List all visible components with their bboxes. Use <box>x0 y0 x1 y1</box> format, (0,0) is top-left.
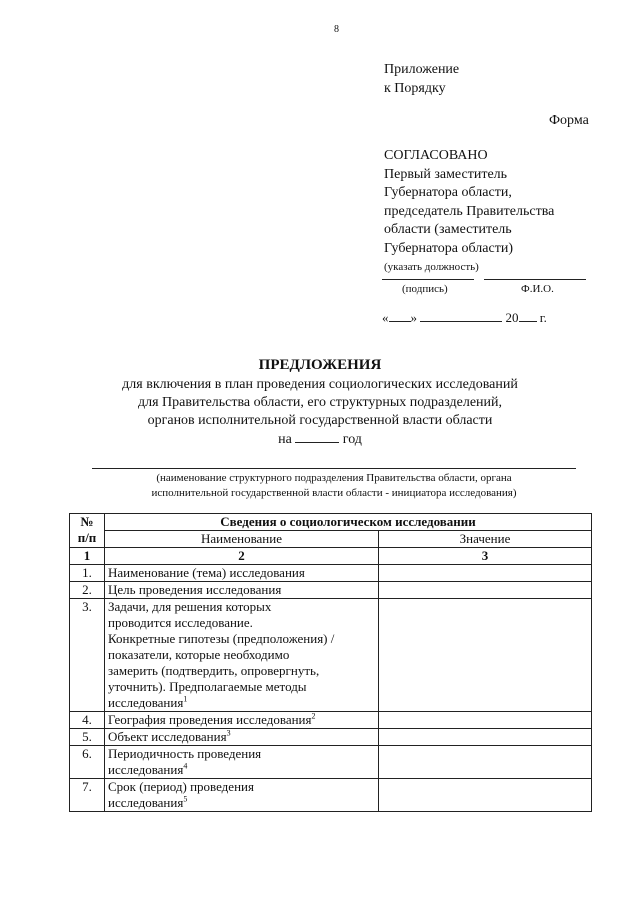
header-group: Сведения о социологическом исследовании <box>105 514 592 531</box>
approval-line: Губернатора области) <box>384 240 513 256</box>
header-number-pp: п/п <box>77 530 97 545</box>
header-number <box>70 514 105 548</box>
approval-line: области (заместитель <box>384 222 512 237</box>
initiator-blank-line <box>92 468 576 469</box>
row-name-line-wrap <box>108 729 375 745</box>
row-name <box>105 582 379 599</box>
approval-date <box>382 309 547 326</box>
name-line <box>484 279 586 280</box>
table-row <box>70 582 592 599</box>
header-number-sign: № <box>80 514 94 529</box>
table-row <box>70 746 592 779</box>
row-number: 3. <box>70 599 105 712</box>
approval-line: председатель Правительства <box>384 203 555 219</box>
row-value <box>379 599 592 712</box>
row-value <box>379 729 592 746</box>
row-value <box>379 746 592 779</box>
approval-line: Губернатора области, <box>384 185 512 200</box>
appendix-line-2: к Порядку <box>384 81 446 96</box>
quote-open: « <box>382 310 389 325</box>
month-blank <box>420 309 502 322</box>
table-row <box>70 565 592 582</box>
table-row <box>70 779 592 812</box>
table-row <box>70 729 592 746</box>
column-number-2: 2 <box>105 548 379 565</box>
header-name: Наименование <box>105 531 379 548</box>
appendix-line-1: Приложение <box>384 62 460 77</box>
row-name-line: Задачи, для решения которых <box>108 599 272 614</box>
table-body <box>70 565 592 812</box>
year-line-suffix: год <box>342 432 362 447</box>
row-name-line: исследования <box>108 795 184 810</box>
footnote-marker: 5 <box>183 794 188 804</box>
row-name-line-wrap <box>108 795 375 811</box>
row-name-line-wrap <box>108 695 375 711</box>
page-number: 8 <box>334 24 339 35</box>
row-name-line: проводится исследование. <box>108 615 253 630</box>
row-name-line: География проведения исследования <box>108 712 312 727</box>
row-name-line: исследования <box>108 762 184 777</box>
year-suffix: г. <box>539 310 547 325</box>
column-number-1: 1 <box>70 548 105 565</box>
plan-year-blank <box>295 430 339 443</box>
subtitle-line: органов исполнительной государственной власти области <box>147 413 493 428</box>
form-label: Форма <box>549 113 589 128</box>
row-name-line: замерить (подтвердить, опровергнуть, <box>108 663 320 678</box>
initiator-caption-line: (наименование структурного подразделения Правительства области, органа <box>156 472 512 484</box>
approval-line: Первый заместитель <box>384 166 508 182</box>
research-table <box>69 513 592 812</box>
day-blank <box>389 309 411 322</box>
row-name-line-wrap <box>108 712 375 728</box>
subtitle-line: для Правительства области, его структурных подразделений, <box>137 395 503 410</box>
year-prefix: 20 <box>505 310 519 325</box>
row-name <box>105 712 379 729</box>
table-row <box>70 599 592 712</box>
row-name-line: исследования <box>108 695 184 710</box>
position-hint: (указать должность) <box>384 261 479 273</box>
subtitle-line: для включения в план проведения социологических исследований <box>122 377 518 392</box>
header-value: Значение <box>379 531 592 548</box>
row-number: 1. <box>70 565 105 582</box>
row-name-line: Срок (период) проведения <box>108 779 254 794</box>
row-value <box>379 565 592 582</box>
signature-line <box>382 279 474 280</box>
footnote-marker: 4 <box>183 761 188 771</box>
approval-heading: СОГЛАСОВАНО <box>384 148 488 163</box>
row-name-line: Наименование (тема) исследования <box>108 565 305 580</box>
row-number: 4. <box>70 712 105 729</box>
row-name-line-wrap <box>108 762 375 778</box>
row-value <box>379 582 592 599</box>
year-blank <box>519 309 537 322</box>
footnote-marker: 1 <box>183 694 188 704</box>
row-name-line: Периодичность проведения <box>108 746 262 761</box>
row-name <box>105 565 379 582</box>
row-name <box>105 746 379 779</box>
row-number: 7. <box>70 779 105 812</box>
row-name-line: уточнить). Предполагаемые методы <box>108 679 307 694</box>
row-number: 2. <box>70 582 105 599</box>
quote-close: » <box>410 310 417 325</box>
initiator-caption <box>92 471 576 501</box>
appendix-note <box>384 60 459 98</box>
footnote-marker: 3 <box>226 728 231 738</box>
row-value <box>379 779 592 812</box>
year-line <box>0 430 640 449</box>
row-name <box>105 779 379 812</box>
row-name-line: показатели, которые необходимо <box>108 647 290 662</box>
row-name <box>105 599 379 712</box>
row-number: 5. <box>70 729 105 746</box>
table-row <box>70 712 592 729</box>
row-name <box>105 729 379 746</box>
name-label: Ф.И.О. <box>521 283 554 295</box>
approval-block <box>384 147 554 277</box>
signature-label: (подпись) <box>402 283 448 295</box>
row-name-line: Конкретные гипотезы (предположения) / <box>108 631 335 646</box>
footnote-marker: 2 <box>311 711 316 721</box>
row-number: 6. <box>70 746 105 779</box>
column-number-3: 3 <box>379 548 592 565</box>
document-title: ПРЕДЛОЖЕНИЯ <box>258 357 382 373</box>
initiator-caption-line: исполнительной государственной власти области - инициатора исследования) <box>151 487 517 499</box>
row-value <box>379 712 592 729</box>
year-line-prefix: на <box>278 432 292 447</box>
row-name-line: Объект исследования <box>108 729 227 744</box>
row-name-line: Цель проведения исследования <box>108 582 282 597</box>
